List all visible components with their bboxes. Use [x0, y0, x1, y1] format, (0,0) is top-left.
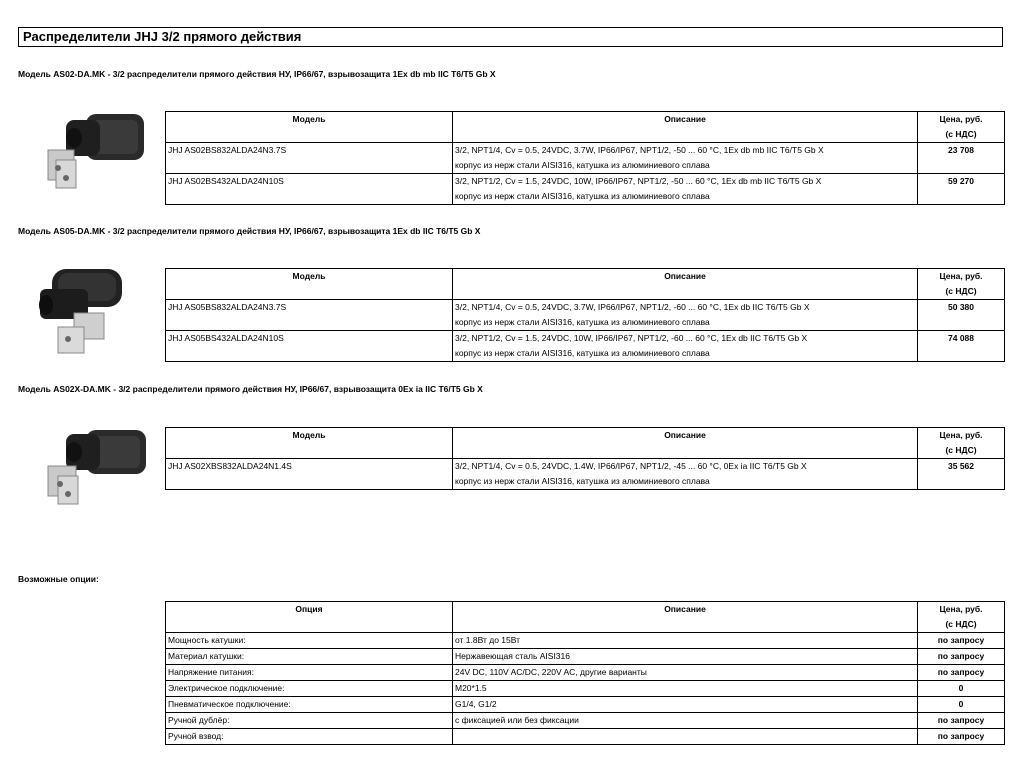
- option-price: по запросу: [918, 713, 1005, 729]
- desc-line-2: корпус из нерж стали AISI316, катушка из алюминиевого сплава: [453, 346, 918, 362]
- option-name: Ручной дублёр:: [166, 713, 453, 729]
- col-model: Модель: [166, 428, 453, 444]
- col-description: Описание: [453, 269, 918, 285]
- desc-line-1: 3/2, NPT1/4, Cv = 0.5, 24VDC, 3.7W, IP66/IP67, NPT1/2, -50 ... 60 °C, 1Ex db mb IIC T6/T5 Gb X: [453, 143, 918, 159]
- model-cell: JHJ AS02BS432ALDA24N10S: [166, 174, 453, 190]
- col-description: Описание: [453, 428, 918, 444]
- section-heading-as02x: Модель AS02X-DA.MK - 3/2 распределители прямого действия НУ, IP66/67, взрывозащита 0Ex ia IIC T6/T5 Gb X: [18, 384, 483, 394]
- desc-line-2: корпус из нерж стали AISI316, катушка из алюминиевого сплава: [453, 474, 918, 490]
- valve-as02-image: [36, 110, 148, 192]
- section-heading-as02: Модель AS02-DA.MK - 3/2 распределители прямого действия НУ, IP66/67, взрывозащита 1Ex db mb IIC T6/T5 Gb X: [18, 69, 496, 79]
- price-cell: 59 270: [918, 174, 1005, 190]
- col-price: Цена, руб.: [918, 428, 1005, 444]
- option-name: Мощность катушки:: [166, 633, 453, 649]
- col-price-vat: (с НДС): [918, 617, 1005, 633]
- section-heading-as05: Модель AS05-DA.MK - 3/2 распределители прямого действия НУ, IP66/67, взрывозащита 1Ex db IIC T6/T5 Gb X: [18, 226, 481, 236]
- table-options: [165, 601, 1005, 745]
- option-name: Пневматическое подключение:: [166, 697, 453, 713]
- option-price: по запросу: [918, 729, 1005, 745]
- table-as02: [165, 111, 1005, 205]
- model-cell: JHJ AS02BS832ALDA24N3.7S: [166, 143, 453, 159]
- desc-line-1: 3/2, NPT1/4, Cv = 0.5, 24VDC, 1.4W, IP66/IP67, NPT1/2, -45 ... 60 °C, 0Ex ia IIC T6/T5 Gb X: [453, 459, 918, 475]
- col-price: Цена, руб.: [918, 112, 1005, 128]
- option-desc: M20*1.5: [453, 681, 918, 697]
- option-desc: G1/4, G1/2: [453, 697, 918, 713]
- option-name: Напряжение питания:: [166, 665, 453, 681]
- options-heading: Возможные опции:: [18, 574, 99, 584]
- option-price: по запросу: [918, 649, 1005, 665]
- price-cell: 23 708: [918, 143, 1005, 159]
- valve-as05-image: [30, 265, 135, 360]
- price-cell: 50 380: [918, 300, 1005, 316]
- price-cell: 74 088: [918, 331, 1005, 347]
- desc-line-1: 3/2, NPT1/2, Cv = 1.5, 24VDC, 10W, IP66/IP67, NPT1/2, -50 ... 60 °C, 1Ex db mb IIC T6/T5 Gb X: [453, 174, 918, 190]
- col-option: Опция: [166, 602, 453, 618]
- valve-as02x-image: [38, 426, 150, 508]
- option-desc: Нержавеющая сталь AISI316: [453, 649, 918, 665]
- col-model: Модель: [166, 269, 453, 285]
- option-price: по запросу: [918, 665, 1005, 681]
- col-model: Модель: [166, 112, 453, 128]
- desc-line-1: 3/2, NPT1/4, Cv = 0.5, 24VDC, 3.7W, IP66/IP67, NPT1/2, -60 ... 60 °C, 1Ex db IIC T6/T5 Gb X: [453, 300, 918, 316]
- model-cell: JHJ AS05BS432ALDA24N10S: [166, 331, 453, 347]
- option-desc: от 1.8Вт до 15Вт: [453, 633, 918, 649]
- col-price-vat: (с НДС): [918, 443, 1005, 459]
- option-name: Электрическое подключение:: [166, 681, 453, 697]
- price-cell: 35 562: [918, 459, 1005, 475]
- desc-line-2: корпус из нерж стали AISI316, катушка из алюминиевого сплава: [453, 189, 918, 205]
- model-cell: JHJ AS02XBS832ALDA24N1.4S: [166, 459, 453, 475]
- col-description: Описание: [453, 112, 918, 128]
- option-price: 0: [918, 681, 1005, 697]
- option-name: Материал катушки:: [166, 649, 453, 665]
- option-desc: с фиксацией или без фиксации: [453, 713, 918, 729]
- option-price: 0: [918, 697, 1005, 713]
- option-price: по запросу: [918, 633, 1005, 649]
- option-desc: 24V DC, 110V AC/DC, 220V AC, другие варианты: [453, 665, 918, 681]
- page-title: Распределители JHJ 3/2 прямого действия: [18, 27, 1003, 47]
- model-cell: JHJ AS05BS832ALDA24N3.7S: [166, 300, 453, 316]
- desc-line-2: корпус из нерж стали AISI316, катушка из алюминиевого сплава: [453, 158, 918, 174]
- option-desc: [453, 729, 918, 745]
- col-price: Цена, руб.: [918, 269, 1005, 285]
- col-price-vat: (с НДС): [918, 127, 1005, 143]
- table-as02x: [165, 427, 1005, 490]
- col-price-vat: (с НДС): [918, 284, 1005, 300]
- col-description: Описание: [453, 602, 918, 618]
- table-as05: [165, 268, 1005, 362]
- col-price: Цена, руб.: [918, 602, 1005, 618]
- desc-line-2: корпус из нерж стали AISI316, катушка из алюминиевого сплава: [453, 315, 918, 331]
- option-name: Ручной взвод:: [166, 729, 453, 745]
- desc-line-1: 3/2, NPT1/2, Cv = 1.5, 24VDC, 10W, IP66/IP67, NPT1/2, -60 ... 60 °C, 1Ex db IIC T6/T5 Gb X: [453, 331, 918, 347]
